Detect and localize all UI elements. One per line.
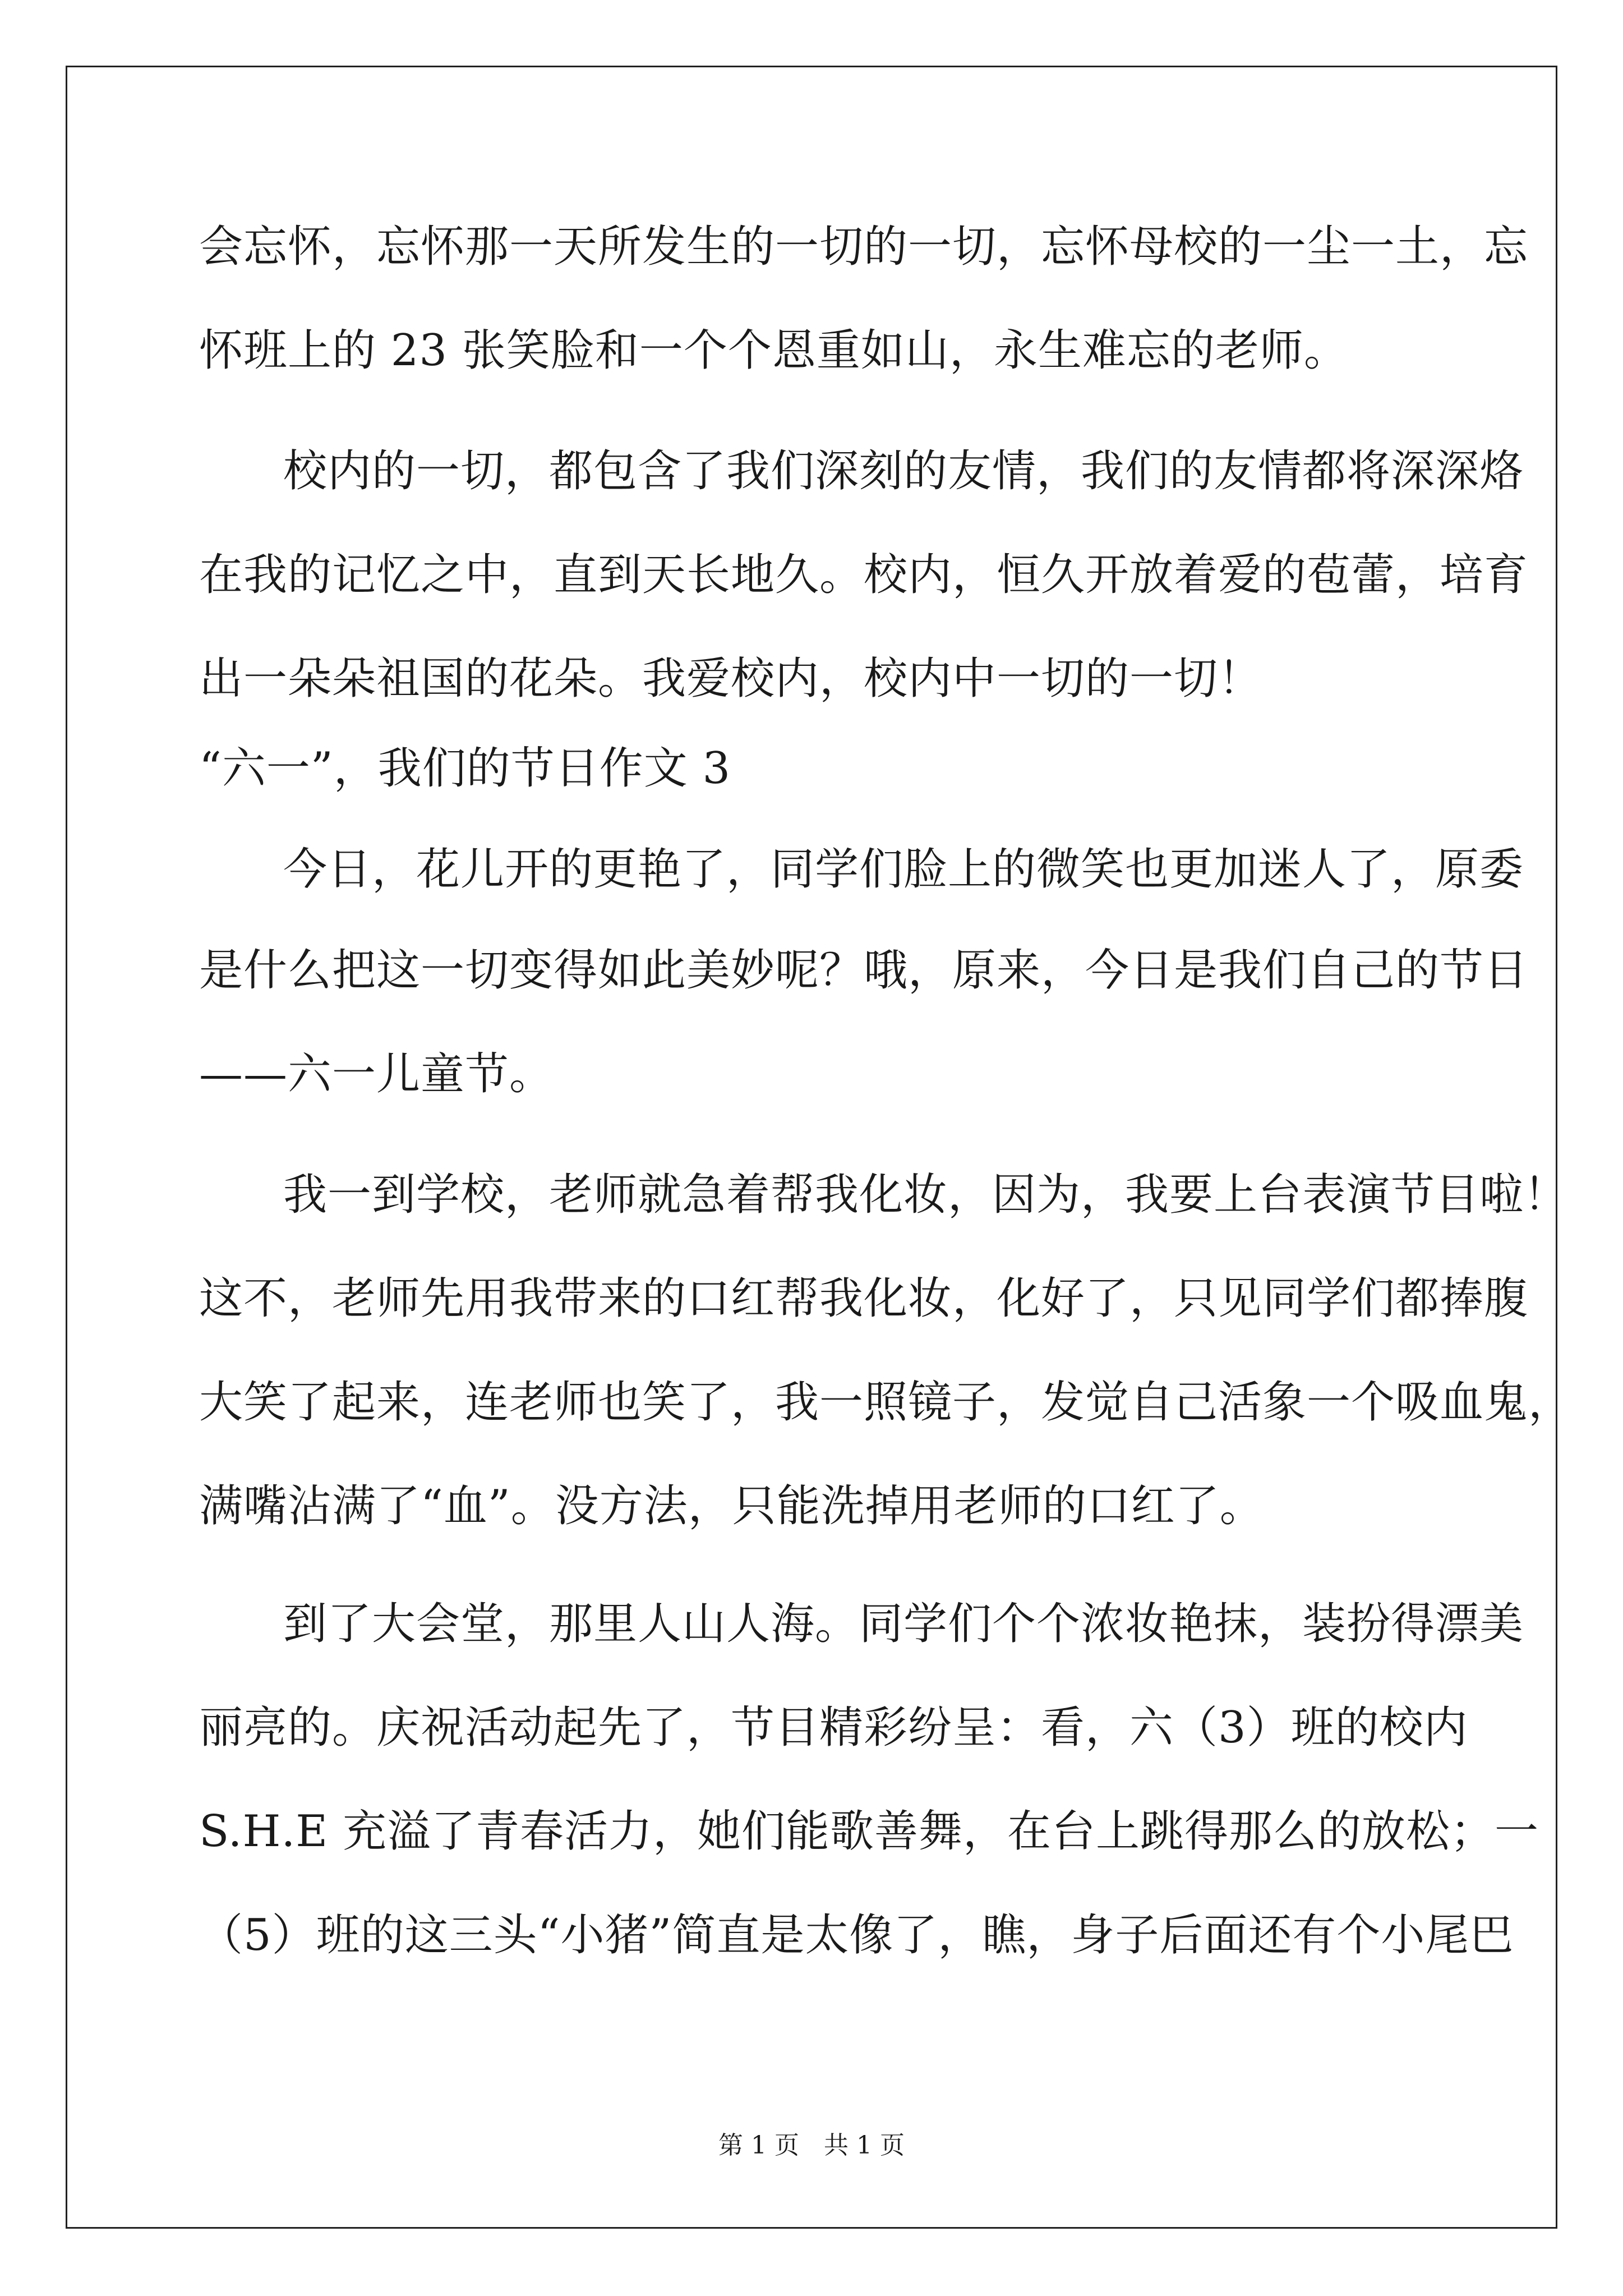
text-line: 会忘怀，忘怀那一天所发生的一切的一切，忘怀母校的一尘一土，忘 bbox=[199, 222, 1529, 272]
section-heading: “六一”，我们的节日作文 3 bbox=[199, 743, 731, 794]
text-line: S.H.E 充溢了青春活力，她们能歌善舞，在台上跳得那么的放松；一 bbox=[199, 1806, 1539, 1857]
text-line: （5）班的这三头“小猪”简直是太像了，瞧，身子后面还有个小尾巴 bbox=[199, 1910, 1514, 1961]
text-line: 在我的记忆之中，直到天长地久。校内，恒久开放着爱的苞蕾，培育 bbox=[199, 550, 1529, 600]
text-line: 这不，老师先用我带来的口红帮我化妆，化好了，只见同学们都捧腹 bbox=[199, 1273, 1529, 1324]
text-line: 我一到学校，老师就急着帮我化妆，因为，我要上台表演节目啦！ bbox=[283, 1170, 1569, 1220]
page-footer: 第 1 页 共 1 页 bbox=[718, 2131, 905, 2160]
text-line: 出一朵朵祖国的花朵。我爱校内，校内中一切的一切！ bbox=[199, 654, 1263, 704]
text-line: ——六一儿童节。 bbox=[199, 1049, 554, 1099]
text-line: 怀班上的 23 张笑脸和一个个恩重如山，永生难忘的老师。 bbox=[199, 325, 1348, 376]
text-line: 今日，花儿开的更艳了，同学们脸上的微笑也更加迷人了，原委 bbox=[283, 844, 1524, 895]
text-line: 满嘴沾满了“血”。没方法，只能洗掉用老师的口红了。 bbox=[199, 1481, 1264, 1531]
text-line: 校内的一切，都包含了我们深刻的友情，我们的友情都将深深烙 bbox=[283, 446, 1524, 496]
text-line: 丽亮的。庆祝活动起先了，节目精彩纷呈：看，六（3）班的校内 bbox=[199, 1703, 1468, 1753]
text-line: 大笑了起来，连老师也笑了，我一照镜子，发觉自己活象一个吸血鬼， bbox=[199, 1377, 1573, 1428]
page-frame bbox=[66, 66, 1557, 2229]
text-line: 到了大会堂，那里人山人海。同学们个个浓妆艳抹，装扮得漂美 bbox=[283, 1599, 1524, 1649]
text-line: 是什么把这一切变得如此美妙呢？哦，原来，今日是我们自己的节日 bbox=[199, 945, 1529, 996]
